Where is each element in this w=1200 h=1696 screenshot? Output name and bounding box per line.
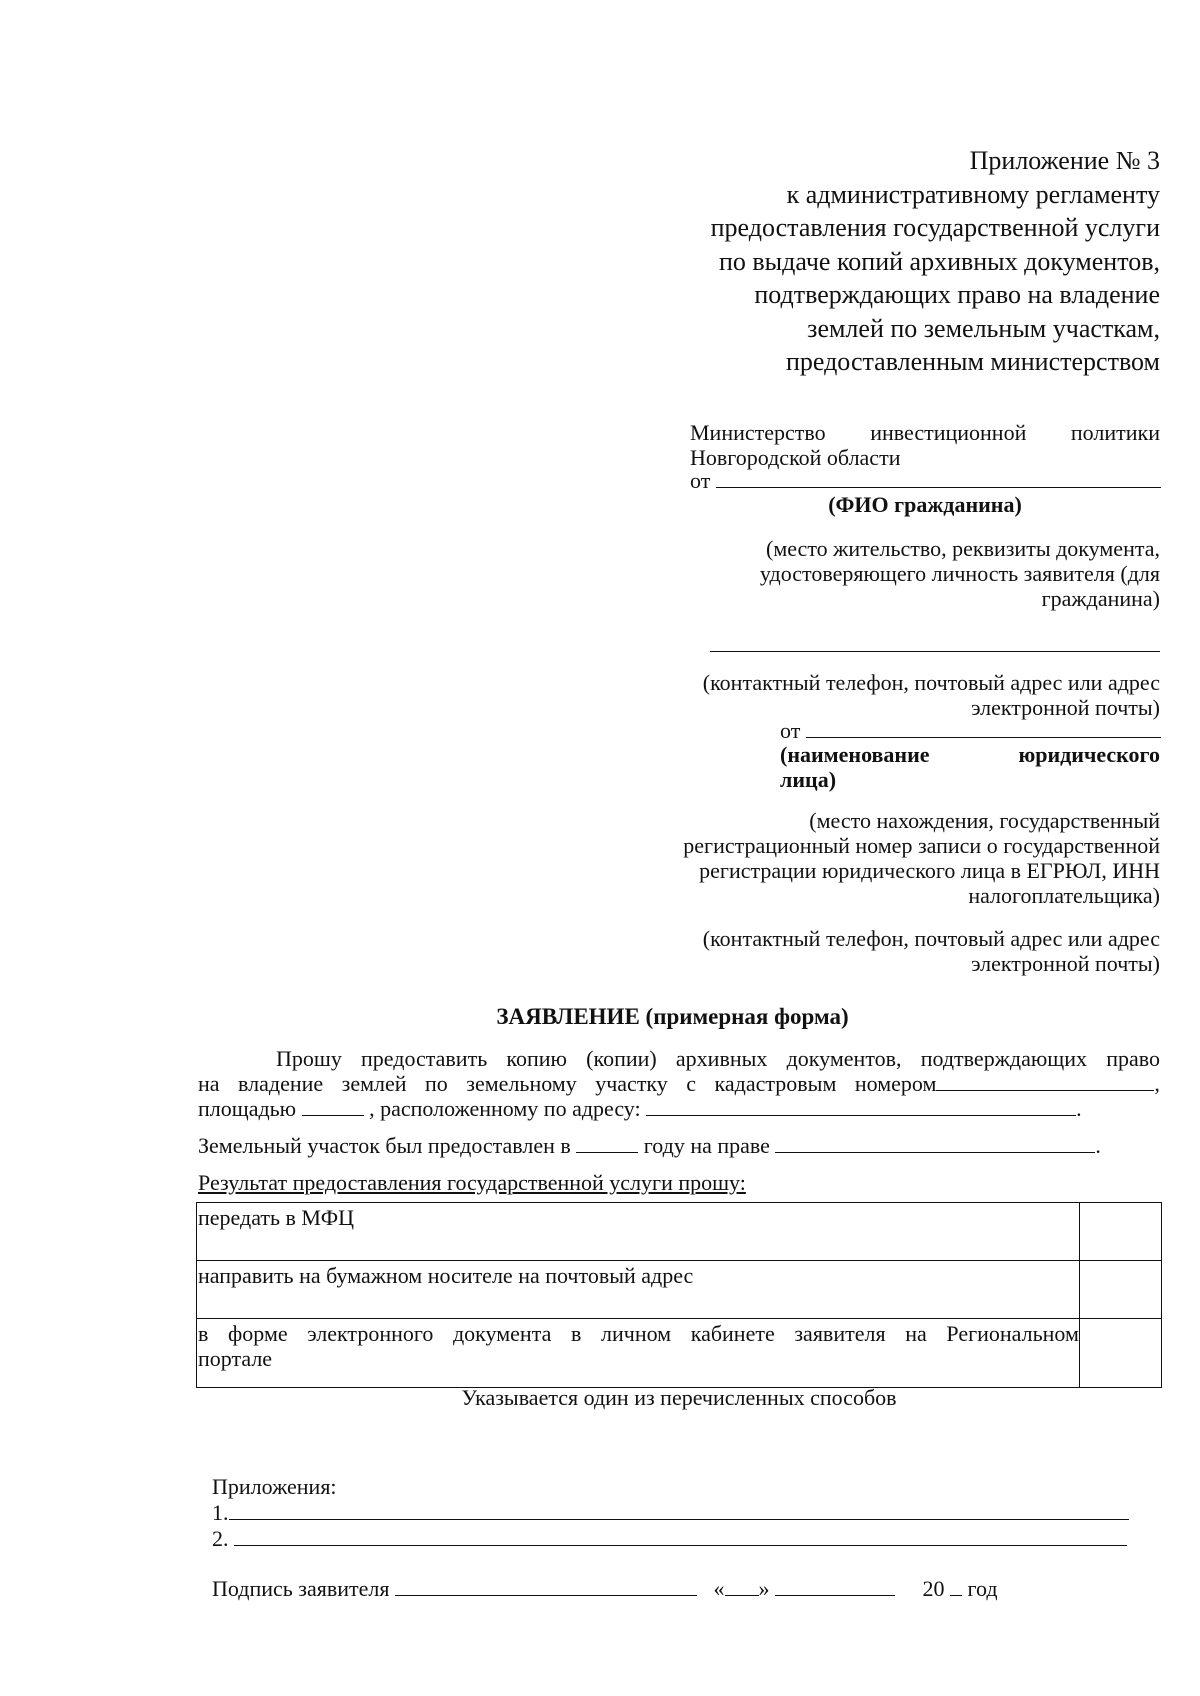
paragraph-line [198, 1071, 1160, 1096]
attachment-item [212, 1526, 1129, 1552]
word: подтверждающих [920, 1046, 1087, 1071]
from-legal-row [780, 718, 1170, 743]
area-label: площадью [198, 1096, 297, 1121]
option-line [198, 1321, 1079, 1346]
appendix-line: по выдаче копий архивных документов, [718, 246, 1160, 276]
cadastral-number-field[interactable] [936, 1072, 1154, 1091]
contact-note-line: (контактный телефон, почтовый адрес или адрес [702, 670, 1160, 695]
legal-note [560, 808, 1160, 908]
word: участку [595, 1071, 668, 1096]
signature-label: Подпись заявителя [212, 1576, 390, 1601]
ministry-word: инвестиционной [870, 420, 1027, 445]
word: кабинете [690, 1321, 775, 1346]
comma: , [1154, 1071, 1160, 1096]
word: электронного [307, 1321, 434, 1346]
attachment-number: 2. [212, 1526, 229, 1551]
legal-note-line: регистрации юридического лица в ЕГРЮЛ, ИНН [699, 858, 1160, 883]
quote-open: « [713, 1576, 725, 1601]
contact-note-line: (контактный телефон, почтовый адрес или адрес [702, 926, 1160, 951]
word: заявителя [794, 1321, 886, 1346]
table-row [197, 1319, 1162, 1388]
word: копию [506, 1046, 567, 1071]
result-heading: Результат предоставления государственной услуги прошу: [198, 1170, 746, 1195]
appendix-line: подтверждающих право на владение [754, 280, 1160, 309]
paragraph-line [198, 1046, 1160, 1071]
land-grant-line [198, 1133, 1101, 1158]
attachment-item [212, 1500, 1129, 1526]
citizen-name-field[interactable] [716, 469, 1161, 488]
citizen-note [640, 536, 1160, 611]
citizen-note-line: удостоверяющего личность заявителя (для [759, 561, 1160, 586]
contact-note [600, 926, 1160, 976]
period: . [1076, 1096, 1082, 1121]
attachment-field-2[interactable] [234, 1527, 1127, 1546]
day-field[interactable] [725, 1577, 759, 1596]
attachment-field-1[interactable] [229, 1501, 1129, 1520]
address-label: , расположенному по адресу: [369, 1096, 641, 1121]
option-label [197, 1319, 1080, 1388]
attachment-number: 1. [212, 1500, 229, 1525]
option-line: портале [198, 1346, 273, 1371]
ministry-word: политики [1070, 420, 1160, 445]
ministry-word: Министерство [690, 420, 826, 445]
word: с [686, 1071, 697, 1096]
appendix-line: предоставления государственной услуги [710, 213, 1160, 242]
grant-right-field[interactable] [775, 1134, 1095, 1153]
land-grant-label: Земельный участок был предоставлен в [198, 1133, 571, 1158]
citizen-details-field[interactable] [710, 651, 1160, 652]
appendix-line: Приложение № 3 [969, 146, 1160, 175]
year-prefix: 20 [922, 1576, 945, 1601]
word: право [1106, 1046, 1160, 1071]
paragraph-line [198, 1096, 1160, 1121]
cadastral-segment [855, 1071, 1160, 1096]
appendix-header [560, 144, 1160, 379]
area-field[interactable] [302, 1097, 364, 1116]
word: архивных [675, 1046, 768, 1071]
word: документа [452, 1321, 552, 1346]
contact-note-line: электронной почты) [971, 695, 1160, 720]
legal-label-word: юридического [1018, 742, 1160, 767]
from-label: от [780, 718, 801, 743]
right-label: году на праве [643, 1133, 770, 1158]
attachments-block [212, 1474, 1129, 1552]
word: документов, [786, 1046, 902, 1071]
legal-entity-name-field[interactable] [806, 719, 1161, 738]
option-checkbox-mfc[interactable] [1080, 1203, 1162, 1261]
word: в [570, 1321, 582, 1346]
option-label: направить на бумажном носителе на почтовый адрес [197, 1261, 1080, 1319]
ministry-region: Новгородской области [690, 445, 901, 470]
appendix-line: к административному регламенту [786, 179, 1160, 209]
options-note: Указывается один из перечисленных способов [461, 1385, 897, 1410]
word: предоставить [361, 1046, 488, 1071]
word: владение [238, 1071, 324, 1096]
form-title: ЗАЯВЛЕНИЕ (примерная форма) [496, 1004, 849, 1029]
option-checkbox-portal[interactable] [1080, 1319, 1162, 1388]
request-paragraph [198, 1046, 1160, 1121]
month-field[interactable] [775, 1577, 895, 1596]
citizen-note-line: (место жительство, реквизиты документа, [766, 536, 1160, 561]
period: . [1095, 1133, 1101, 1158]
word: Прошу [276, 1046, 342, 1071]
legal-note-line: регистрационный номер записи о государственной [683, 833, 1160, 858]
year-suffix: год [967, 1576, 998, 1601]
word: на [905, 1321, 927, 1346]
appendix-line: землей по земельным участкам, [807, 313, 1160, 343]
fio-label: (ФИО гражданина) [828, 492, 1022, 517]
word: земельному [466, 1071, 577, 1096]
legal-label-line: лица) [780, 767, 837, 792]
from-label: от [690, 468, 711, 493]
option-label: передать в МФЦ [197, 1203, 1080, 1261]
year-field[interactable] [950, 1577, 962, 1596]
word: кадастровым [714, 1071, 837, 1096]
word: форме [228, 1321, 288, 1346]
word: землей [341, 1071, 407, 1096]
result-options-table [196, 1202, 1162, 1388]
signature-line [212, 1576, 998, 1602]
signature-field[interactable] [395, 1577, 697, 1596]
word: (копии) [586, 1046, 657, 1071]
address-field[interactable] [646, 1097, 1076, 1116]
ministry-addressee [690, 420, 1160, 470]
word: в [198, 1321, 209, 1346]
citizen-note-line: гражданина) [1041, 586, 1160, 611]
contact-note [600, 670, 1160, 720]
legal-label-word: (наименование [780, 742, 930, 767]
legal-entity-label [780, 742, 1160, 792]
grant-year-field[interactable] [576, 1134, 638, 1153]
from-citizen-row [690, 468, 1170, 493]
word: по [425, 1071, 448, 1096]
table-row [197, 1261, 1162, 1319]
option-checkbox-post[interactable] [1080, 1261, 1162, 1319]
appendix-line: предоставленным министерством [785, 347, 1160, 376]
legal-note-line: (место нахождения, государственный [809, 808, 1160, 833]
contact-note-line: электронной почты) [971, 951, 1160, 976]
word: Региональном [946, 1321, 1079, 1346]
table-row [197, 1203, 1162, 1261]
quote-close: » [758, 1576, 770, 1601]
attachments-heading: Приложения: [212, 1474, 337, 1499]
word: номером [854, 1071, 937, 1096]
word: на [198, 1071, 220, 1096]
legal-note-line: налогоплательщика) [968, 883, 1160, 908]
word: личном [601, 1321, 672, 1346]
